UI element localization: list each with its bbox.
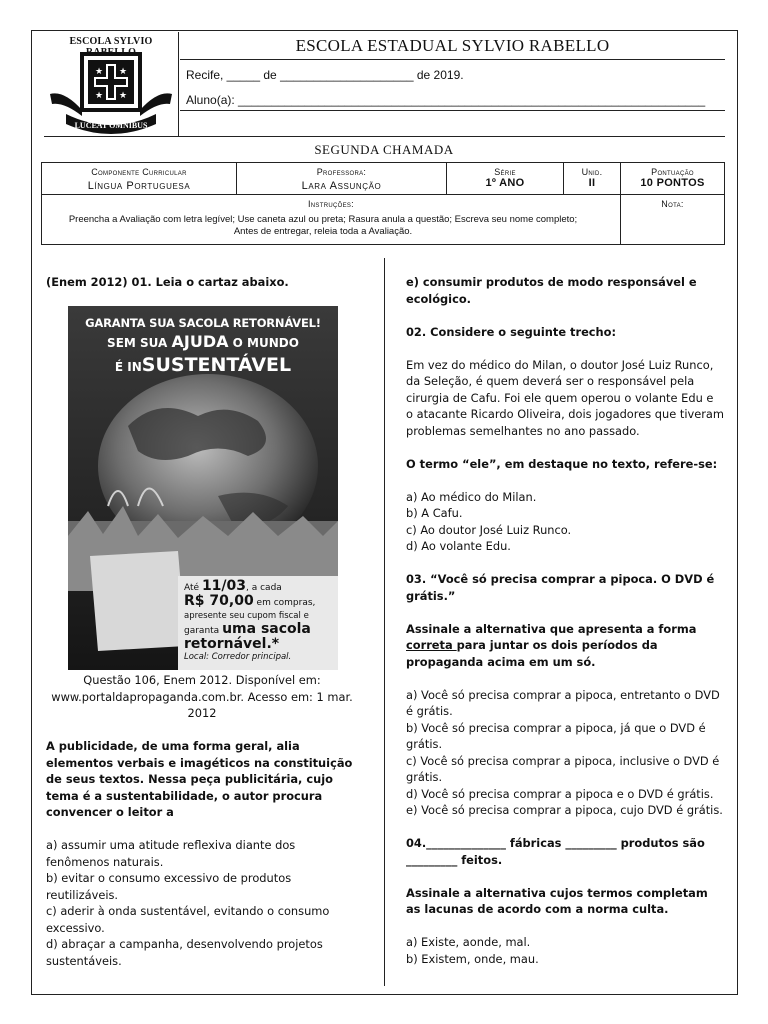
q1-option-a[interactable]: a) assumir uma atitude reflexiva diante dos fenômenos naturais. xyxy=(46,838,296,869)
poster-headline-2c: O MUNDO xyxy=(228,336,299,350)
promo-1a: Até xyxy=(184,583,202,593)
logo-motto: LUCEAT OMNIBUS xyxy=(74,121,148,130)
promo-line-5: retornável.* xyxy=(184,636,280,652)
divider xyxy=(44,136,725,137)
student-name-line[interactable]: Aluno(a): ______________________________________________________________________ xyxy=(186,93,706,107)
serie-value: 1º ANO xyxy=(485,177,525,189)
poster-image xyxy=(68,306,338,670)
promo-1b: 11/03 xyxy=(201,578,247,594)
q2-option-d[interactable]: d) Ao volante Edu. xyxy=(406,539,511,553)
poster-headline-1: GARANTA SUA SACOLA RETORNÁVEL! xyxy=(85,316,321,330)
promo-2a: R$ 70,00 xyxy=(184,593,254,609)
componente-label: Componente Curricular xyxy=(91,167,187,177)
q1-title: (Enem 2012) 01. Leia o cartaz abaixo. xyxy=(46,275,289,289)
poster-headline-2a: SEM SUA xyxy=(107,336,172,350)
q3-option-e[interactable]: e) Você só precisa comprar a pipoca, cujo DVD é grátis. xyxy=(406,803,723,817)
svg-text:★: ★ xyxy=(95,91,104,101)
q2-option-c[interactable]: c) Ao doutor José Luiz Runco. xyxy=(406,522,572,537)
right-column xyxy=(406,274,724,967)
svg-text:★: ★ xyxy=(119,67,128,77)
q3-option-b[interactable]: b) Você só precisa comprar a pipoca, já que o DVD é grátis. xyxy=(406,720,706,751)
unid-value: II xyxy=(588,177,596,189)
exam-type-title: SEGUNDA CHAMADA xyxy=(314,142,454,157)
serie-label: Série xyxy=(494,167,516,177)
divider xyxy=(180,59,725,60)
q3-question-a: Assinale a alternativa que apresenta a forma xyxy=(406,621,697,636)
componente-value: Língua Portuguesa xyxy=(87,180,191,192)
q2-text: Em vez do médico do Milan, o doutor José Luiz Runco, da Seleção, é quem deverá ser o responsável pela cirurgia de Cafu. Foi ele quem operou o volante Edu e o atacante Ricardo Oliveira, dois jogadores que tiveram problemas semelhantes no ano passado. xyxy=(406,357,724,438)
poster-headline-3 xyxy=(68,354,338,376)
q2-question: O termo “ele”, em destaque no texto, refere-se: xyxy=(406,456,718,471)
q1-option-d[interactable]: d) abraçar a campanha, desenvolvendo projetos sustentáveis. xyxy=(46,937,323,968)
q3-question-b: correta xyxy=(406,638,457,652)
date-line[interactable]: Recife, _____ de ____________________ de 2019. xyxy=(186,68,464,82)
instrucoes-text: Preencha a Avaliação com letra legível; Use caneta azul ou preta; Rasura anula a questão; Escreva seu nome completo; Antes de entregar, releia toda a Avaliação. xyxy=(68,214,578,237)
promo-line-3: apresente seu cupom fiscal e xyxy=(184,611,309,621)
poster-headline-2b: AJUDA xyxy=(171,332,229,351)
promo-4a: garanta xyxy=(184,626,223,636)
table-border xyxy=(41,194,725,195)
promo-2b: em compras, xyxy=(253,598,316,608)
promo-1c: , a cada xyxy=(246,583,282,593)
crest-emblem xyxy=(44,32,178,136)
svg-text:★: ★ xyxy=(119,91,128,101)
q1-body xyxy=(46,738,362,969)
instrucoes-label: Instruções: xyxy=(308,199,354,209)
q3-option-a[interactable]: a) Você só precisa comprar a pipoca, entretanto o DVD é grátis. xyxy=(406,687,720,718)
svg-text:★: ★ xyxy=(95,67,104,77)
q1-option-e[interactable]: e) consumir produtos de modo responsável e ecológico. xyxy=(406,275,697,306)
q4-title: 04.______________ fábricas _________ produtos são _________ feitos. xyxy=(406,836,705,867)
table-border xyxy=(41,244,725,245)
pontuacao-label: Pontuação xyxy=(651,167,694,177)
poster-caption: Questão 106, Enem 2012. Disponível em: www.portaldapropaganda.com.br. Acesso em: 1 mar. 2012 xyxy=(51,673,353,720)
pontuacao-value: 10 PONTOS xyxy=(640,177,705,189)
professora-value: Lara Assunção xyxy=(301,180,382,192)
nota-label: Nota: xyxy=(661,199,684,209)
q3-question xyxy=(406,621,724,671)
column-divider xyxy=(384,258,385,986)
q1-option-c[interactable]: c) aderir à onda sustentável, evitando o consumo excessivo. xyxy=(46,904,330,935)
poster-headline-2 xyxy=(68,332,338,351)
q3-title: 03. “Você só precisa comprar a pipoca. O DVD é grátis.” xyxy=(406,572,715,603)
poster-headline-3b: SUSTENTÁVEL xyxy=(141,354,292,376)
promo-line-2 xyxy=(184,595,336,610)
unid-label: Unid. xyxy=(581,167,603,177)
logo-top-text: ESCOLA SYLVIO xyxy=(69,36,153,47)
poster-headline-3a: É IN xyxy=(114,360,142,374)
school-logo xyxy=(44,32,179,136)
q2-option-a[interactable]: a) Ao médico do Milan. xyxy=(406,489,537,504)
q2-option-b[interactable]: b) A Cafu. xyxy=(406,506,463,520)
q1-statement: A publicidade, de uma forma geral, alia elementos verbais e imagéticos na constituição de seus textos. Nessa peça publicitária, cujo tema é a sustentabilidade, o autor procura convencer o leitor a xyxy=(46,739,353,819)
q3-option-d[interactable]: d) Você só precisa comprar a pipoca e o DVD é grátis. xyxy=(406,786,714,801)
school-name: ESCOLA ESTADUAL SYLVIO RABELLO xyxy=(295,36,610,55)
professora-label: Professora: xyxy=(316,167,367,177)
q3-option-c[interactable]: c) Você só precisa comprar a pipoca, inclusive o DVD é grátis. xyxy=(406,753,720,784)
divider xyxy=(180,110,725,111)
poster-promo xyxy=(184,580,336,664)
q3-question-c: para juntar os dois períodos da propaganda acima em um só. xyxy=(406,638,658,669)
q4-question: Assinale a alternativa cujos termos completam as lacunas de acordo com a norma culta. xyxy=(406,885,708,916)
promo-4b: uma sacola xyxy=(222,621,311,637)
q2-title: 02. Considere o seguinte trecho: xyxy=(406,324,617,339)
q4-option-a[interactable]: a) Existe, aonde, mal. xyxy=(406,935,531,949)
table-border xyxy=(41,162,725,163)
q1-option-b[interactable]: b) evitar o consumo excessivo de produtos reutilizáveis. xyxy=(46,871,292,902)
table-border xyxy=(724,162,725,245)
promo-line-6: Local: Corredor principal. xyxy=(184,652,292,662)
q4-option-b[interactable]: b) Existem, onde, mau. xyxy=(406,951,539,966)
